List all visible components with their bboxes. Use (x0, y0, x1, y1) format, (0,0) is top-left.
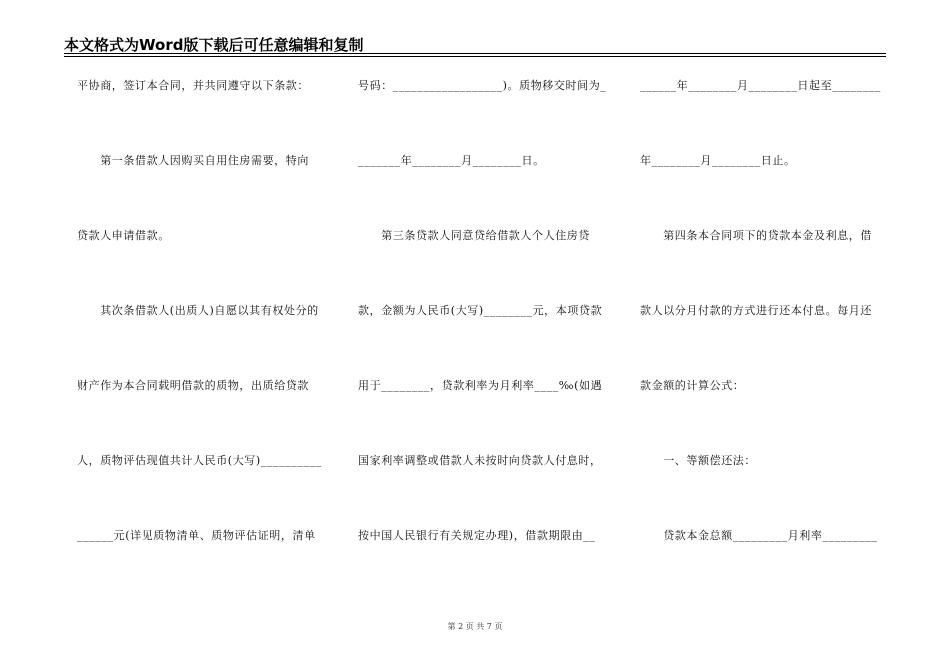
text-line: _______年________月________日。 (358, 154, 545, 167)
text-line: 第三条贷款人同意贷给借款人个人住房贷 (358, 229, 590, 242)
text-line: 平协商，签订本合同，并共同遵守以下条款： (77, 79, 309, 92)
text-line: 年________月________日止。 (640, 154, 796, 167)
text-column-2 (358, 78, 608, 558)
page-number-footer: 第 2 页 共 7 页 (447, 622, 503, 631)
text-line: 一、等额偿还法： (640, 454, 756, 467)
document-header-title: 本文格式为Word版下载后可任意编辑和复制 (64, 36, 364, 54)
text-line: 国家利率调整或借款人未按时向贷款人付息时， (358, 454, 602, 467)
text-column-1 (77, 78, 325, 558)
text-line: 贷款人申请借款。 (77, 229, 170, 242)
text-line: ______年________月________日起至________ (640, 79, 881, 92)
text-line: 号码：__________________)。质物移交时间为_ (358, 79, 607, 92)
header-rule-thin (64, 56, 886, 57)
text-line: 其次条借款人(出质人)自愿以其有权处分的 (77, 304, 319, 317)
text-line: ______元(详见质物清单、质物评估证明，清单 (77, 529, 316, 542)
text-line: 贷款本金总额_________月利率_________ (640, 529, 878, 542)
text-column-3 (640, 78, 882, 558)
text-line: 款人以分月付款的方式进行还本付息。每月还 (640, 304, 872, 317)
text-line: 财产作为本合同载明借款的质物，出质给贷款 (77, 379, 309, 392)
text-line: 款金额的计算公式： (640, 379, 745, 392)
text-line: 按中国人民银行有关规定办理)，借款期限由__ (358, 529, 596, 542)
text-line: 款，金额为人民币(大写)________元，本项贷款 (358, 304, 603, 317)
text-line: 人，质物评估现值共计人民币(大写)__________ (77, 454, 322, 467)
text-line: 用于________，贷款利率为月利率____‰(如遇 (358, 379, 603, 392)
text-line: 第一条借款人因购买自用住房需要，特向 (77, 154, 309, 167)
text-line: 第四条本合同项下的贷款本金及利息，借 (640, 229, 872, 242)
header-rule (64, 53, 886, 54)
